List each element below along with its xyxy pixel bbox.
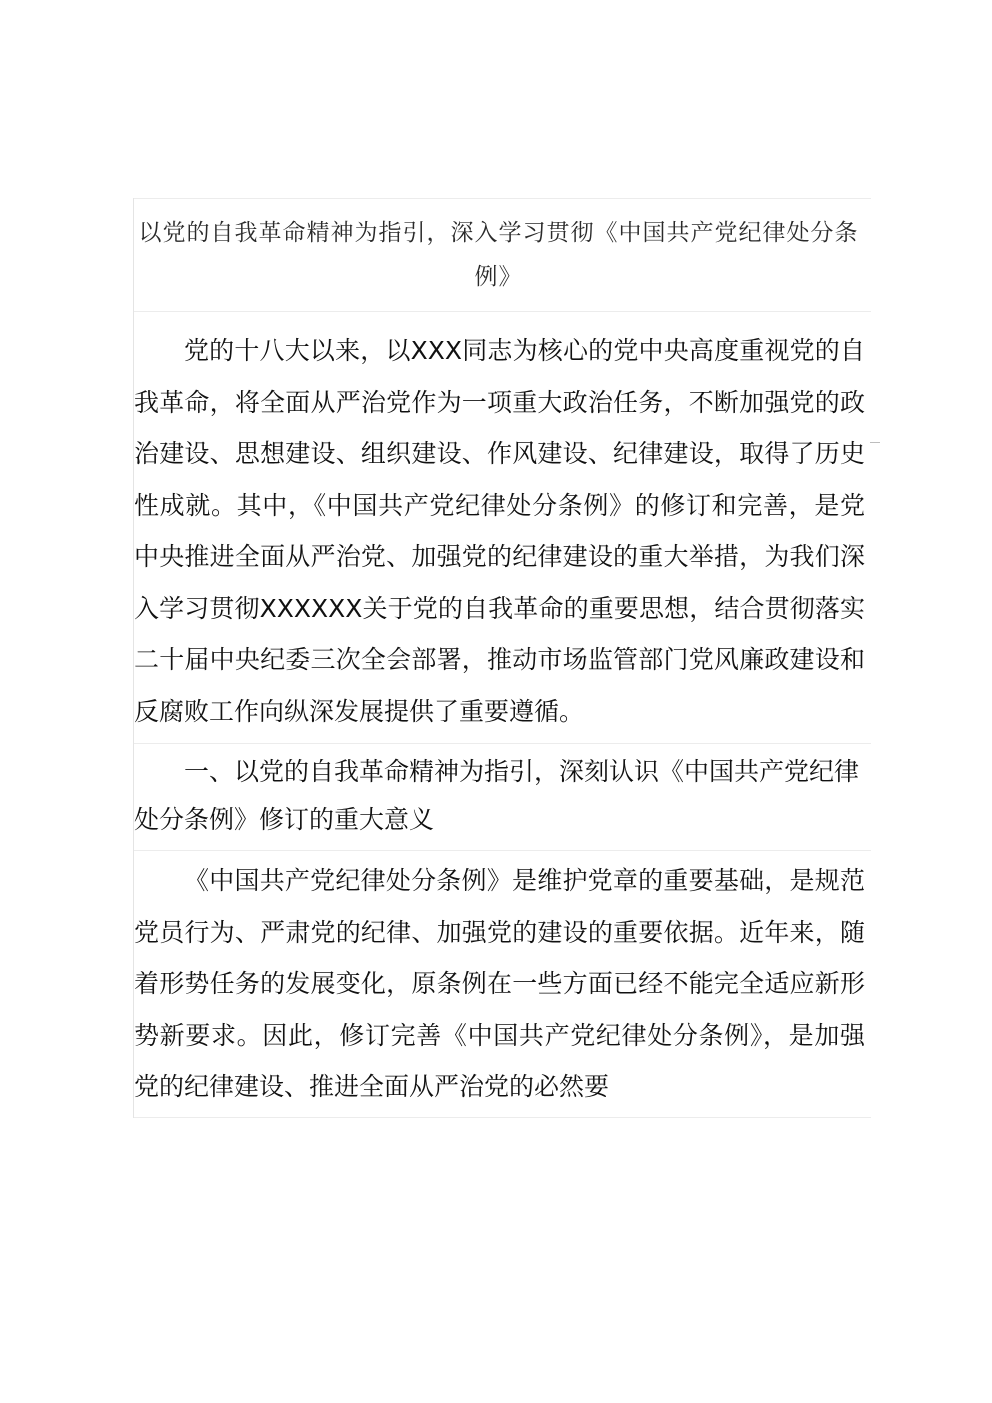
section-1-heading: 一、以党的自我革命精神为指引，深刻认识《中国共产党纪律处分条例》修订的重大意义	[134, 757, 860, 834]
section-heading-block	[134, 743, 871, 850]
document-title: 以党的自我革命精神为指引，深入学习贯彻《中国共产党纪律处分条例》	[138, 220, 859, 290]
margin-mark	[870, 442, 880, 443]
intro-paragraph: 党的十八大以来，以XXX同志为核心的党中央高度重视党的自我革命，将全面从严治党作为一项重大政治任务，不断加强党的政治建设、思想建设、组织建设、作风建设、纪律建设，取得了历史性成就。其中，《中国共产党纪律处分条例》的修订和完善，是党中央推进全面从严治党、加强党的纪律建设的重大举措，为我们深入学习贯彻XXXXXX关于党的自我革命的重要思想，结合贯彻落实二十届中央纪委三次全会部署，推动市场监管部门党风廉政建设和反腐败工作向纵深发展提供了重要遵循。	[134, 336, 865, 726]
section-1-body-block	[134, 850, 871, 1118]
section-1-paragraph: 《中国共产党纪律处分条例》是维护党章的重要基础，是规范党员行为、严肃党的纪律、加强党的建设的重要依据。近年来，随着形势任务的发展变化，原条例在一些方面已经不能完全适应新形势新要求。因此，修订完善《中国共产党纪律处分条例》，是加强党的纪律建设、推进全面从严治党的必然要	[134, 866, 865, 1101]
title-block	[134, 198, 871, 311]
document-content	[133, 198, 871, 1118]
intro-block	[134, 311, 871, 743]
